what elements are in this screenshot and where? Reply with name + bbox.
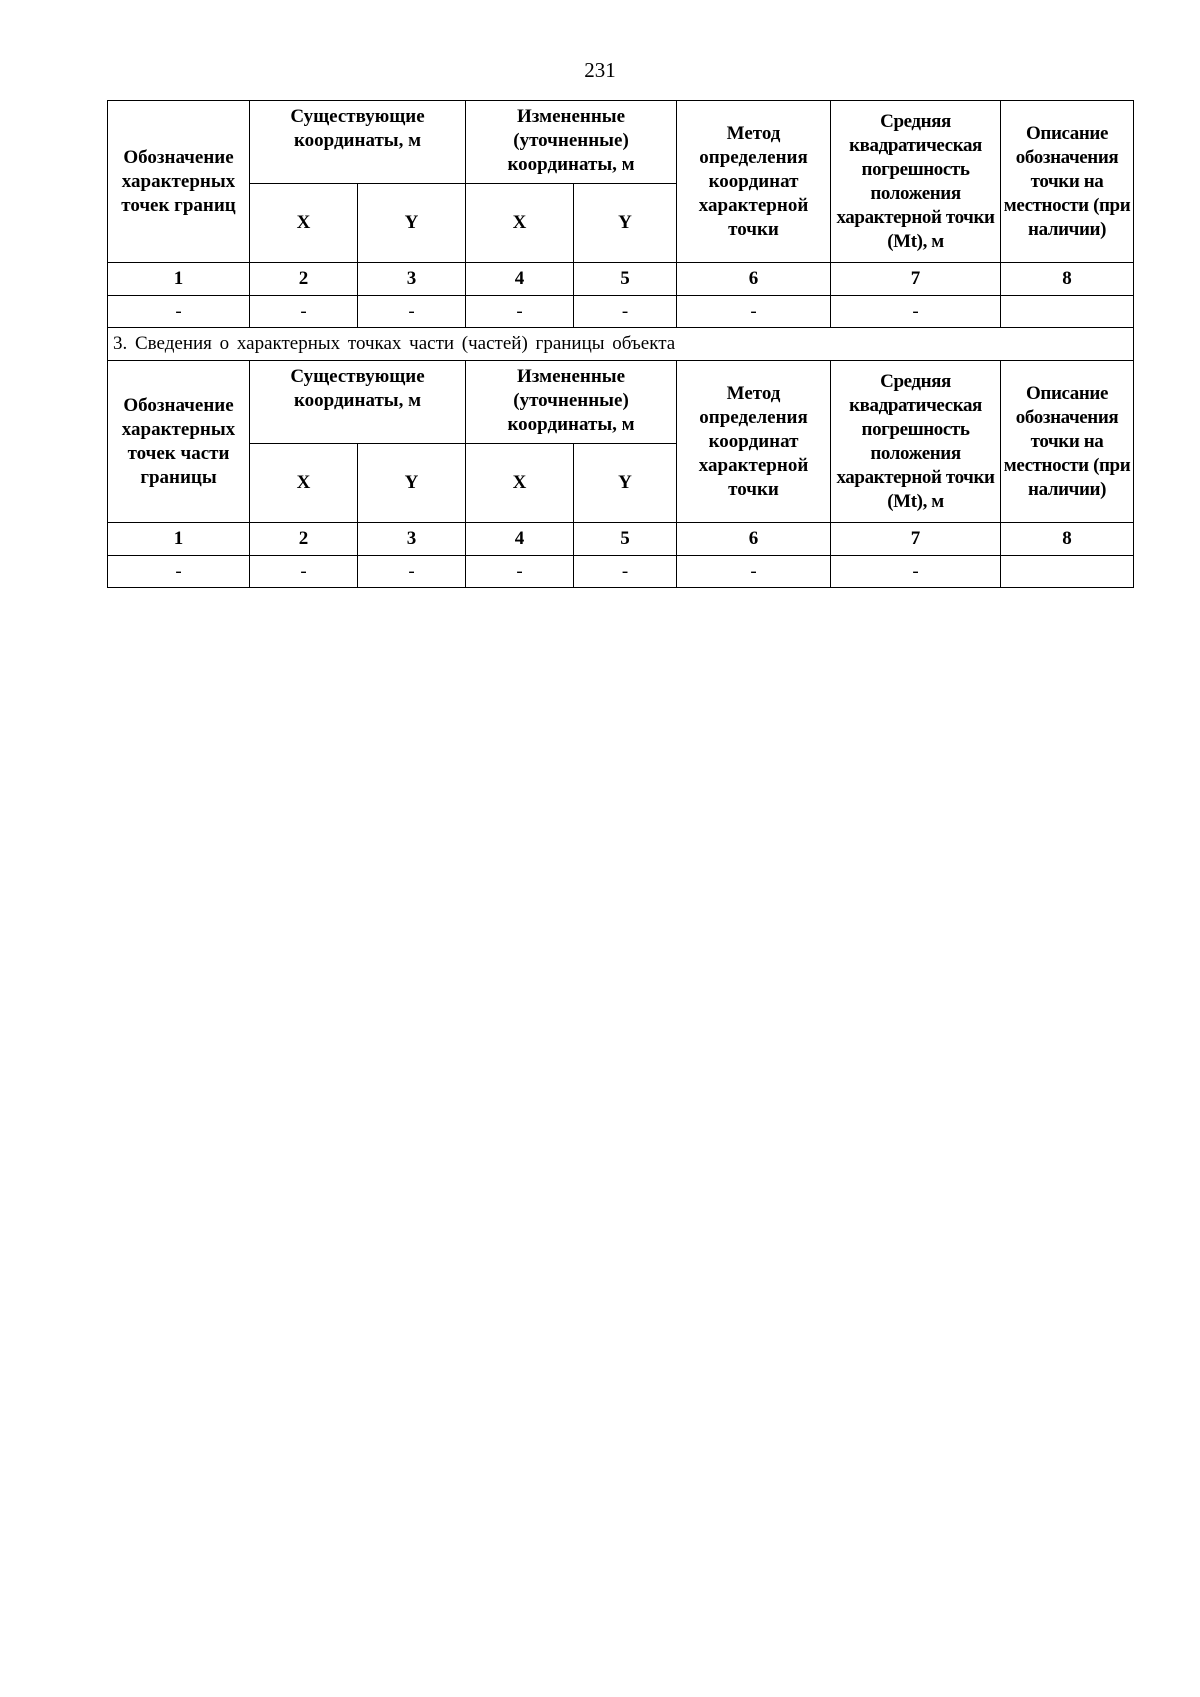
subheader-y-changed: Y [574,184,677,263]
table-cell: - [831,296,1001,328]
column-number: 8 [1001,523,1134,556]
section-3-title: 3. Сведения о характерных точках части (частей) границы объекта [108,328,1134,361]
column-number: 8 [1001,263,1134,296]
header-designation-part: Обозначение характерных точек части границы [108,361,250,523]
table-cell: - [108,296,250,328]
table-cell: - [250,296,358,328]
column-number: 6 [677,523,831,556]
column-numbers-row [108,523,1134,556]
column-number: 3 [358,523,466,556]
header-changed-coords: Измененные (уточненные) координаты, м [466,361,677,444]
column-number: 1 [108,263,250,296]
table-cell: - [466,556,574,588]
subheader-x-existing: X [250,444,358,523]
column-number: 2 [250,523,358,556]
table-cell: - [677,556,831,588]
column-number: 3 [358,263,466,296]
table-cell [1001,556,1134,588]
subheader-x-changed: X [466,184,574,263]
column-number: 7 [831,263,1001,296]
column-number: 5 [574,263,677,296]
table-cell: - [677,296,831,328]
table-cell: - [358,556,466,588]
column-number: 1 [108,523,250,556]
table-cell: - [831,556,1001,588]
subheader-x-changed: X [466,444,574,523]
table-cell: - [574,556,677,588]
table-cell [1001,296,1134,328]
column-number: 4 [466,263,574,296]
header-designation: Обозначение характерных точек границ [108,101,250,263]
header-existing-coords: Существующие координаты, м [250,361,466,444]
table-cell: - [574,296,677,328]
header-error: Средняя квадратическая погрешность положения характерной точки (Mt), м [831,361,1001,523]
column-number: 5 [574,523,677,556]
header-method: Метод определения координат характерной точки [677,101,831,263]
table-cell: - [466,296,574,328]
table-cell: - [250,556,358,588]
header-changed-coords: Измененные (уточненные) координаты, м [466,101,677,184]
subheader-y-existing: Y [358,184,466,263]
table-row [108,556,1134,588]
header-existing-coords: Существующие координаты, м [250,101,466,184]
column-number: 4 [466,523,574,556]
subheader-y-existing: Y [358,444,466,523]
page-number: 231 [584,58,616,82]
boundary-points-table [107,100,1134,588]
header-method: Метод определения координат характерной точки [677,361,831,523]
column-number: 7 [831,523,1001,556]
column-number: 2 [250,263,358,296]
table-row [108,296,1134,328]
column-numbers-row [108,263,1134,296]
column-number: 6 [677,263,831,296]
subheader-y-changed: Y [574,444,677,523]
table-cell: - [108,556,250,588]
header-description: Описание обозначения точки на местности (при наличии) [1001,101,1134,263]
subheader-x-existing: X [250,184,358,263]
header-error: Средняя квадратическая погрешность положения характерной точки (Mt), м [831,101,1001,263]
table-cell: - [358,296,466,328]
header-description: Описание обозначения точки на местности (при наличии) [1001,361,1134,523]
